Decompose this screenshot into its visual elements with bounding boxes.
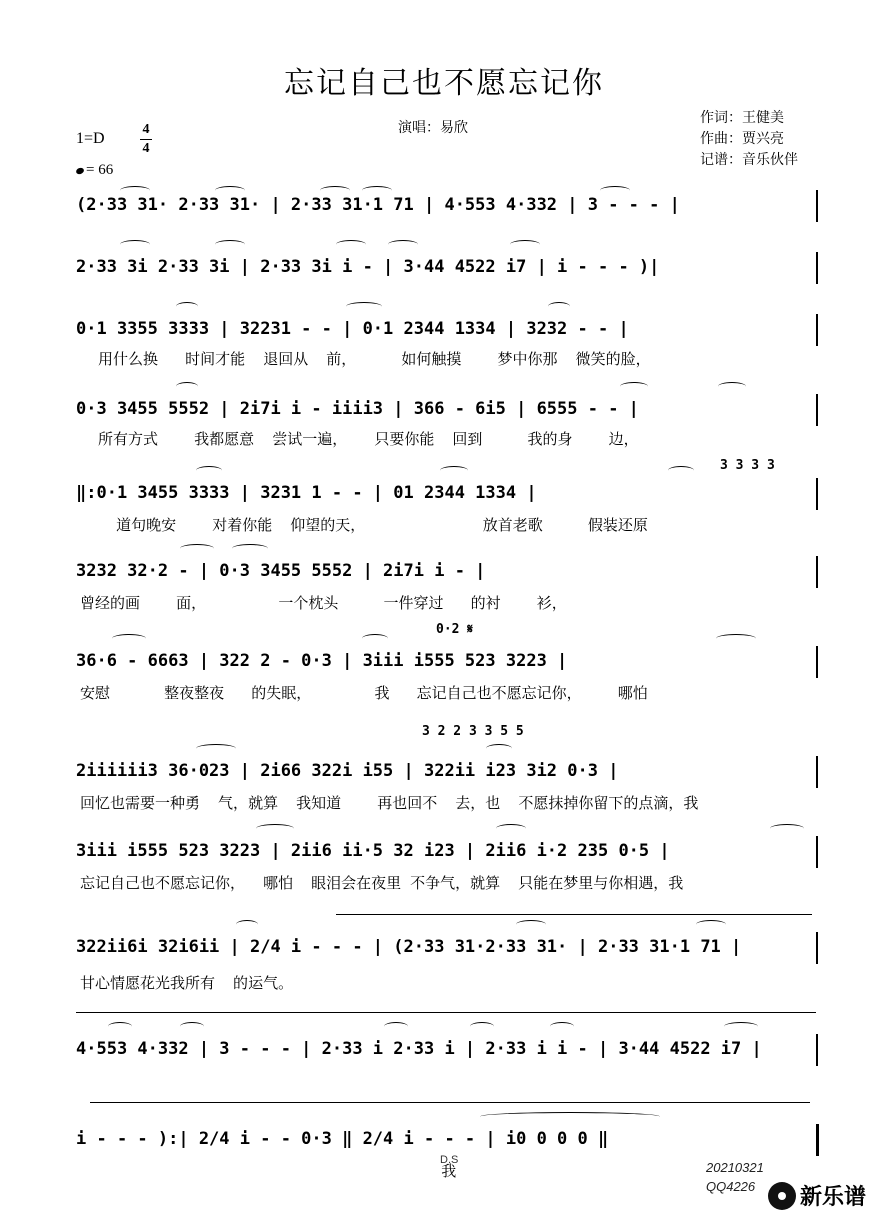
slur <box>480 1112 660 1121</box>
slur <box>770 824 804 833</box>
slur <box>486 744 512 753</box>
notes-line: ‖:0·1 3455 3333 | 3231 1 - - | 01 2344 1334 | <box>76 483 537 503</box>
lyrics-line: 用什么换 时间才能 退回从 前， 如何触摸 梦中你那 微笑的脸， <box>80 350 651 368</box>
slur <box>718 382 746 391</box>
notes-line: 3232 32·2 - | 0·3 3455 5552 | 2i7i i - | <box>76 561 486 581</box>
notes-line: 0·3 3455 5552 | 2i7i i - iiii3 | 366 - 6i5 | 6555 - - | <box>76 399 639 419</box>
notes-line: 2iiiiii3 36·023 | 2i66 322i i55 | 322ii i23 3i2 0·3 | <box>76 761 619 781</box>
notes-line: 0·1 3355 3333 | 32231 - - | 0·1 2344 1334 | 3232 - - | <box>76 319 629 339</box>
final-barline <box>816 556 818 588</box>
slur <box>620 382 648 391</box>
slur <box>256 824 294 833</box>
hrule <box>76 1012 816 1013</box>
notes-line: 3iii i555 523 3223 | 2ii6 ii·5 32 i23 | 2ii6 i·2 235 0·5 | <box>76 841 670 861</box>
qq-text: QQ4226 <box>706 1179 756 1194</box>
slur <box>550 1022 574 1031</box>
slur <box>176 382 198 391</box>
disc-icon <box>768 1182 796 1210</box>
upper-voice: 0·2 𝄋 <box>436 622 473 637</box>
slur <box>232 544 268 553</box>
slur <box>470 1022 494 1031</box>
slur <box>196 466 222 475</box>
time-signature-bottom: 4 <box>142 141 150 156</box>
singer-credit: 演唱：易欣 <box>398 120 468 136</box>
date-stamp <box>706 1158 764 1196</box>
brand-text: 新乐谱 <box>800 1185 867 1210</box>
hrule <box>336 914 812 915</box>
final-barline <box>816 478 818 510</box>
lyrics-line: 安慰 整夜整夜 的失眠， 我 忘记自己也不愿忘记你， 哪怕 <box>80 684 648 702</box>
lyrics-line: 曾经的画 面， 一个枕头 一件穿过 的衬 衫， <box>80 594 567 612</box>
credits-block <box>700 108 798 171</box>
slur <box>236 920 258 929</box>
time-signature <box>140 122 152 157</box>
slur <box>362 634 388 643</box>
lyrics-line: 甘心情愿花光我所有 的运气。 <box>80 974 294 992</box>
slur <box>196 744 236 753</box>
slur <box>510 240 540 249</box>
slur <box>696 920 726 929</box>
notes-line: (2·33 31· 2·33 31· | 2·33 31·1 71 | 4·553 4·332 | 3 - - - | <box>76 195 680 215</box>
quarter-note-icon <box>75 166 85 174</box>
lyrics-line: 道句晚安 对着你能 仰望的天， 放首老歌 假装还原 <box>80 516 648 534</box>
hrule <box>90 1102 810 1103</box>
brand-logo <box>768 1180 866 1211</box>
notes-line: 36·6 - 6663 | 322 2 - 0·3 | 3iii i555 523 3223 | <box>76 651 568 671</box>
final-barline <box>816 190 818 222</box>
final-barline <box>816 646 818 678</box>
slur <box>716 634 756 643</box>
lyrics-line: 我 <box>80 1162 457 1180</box>
lyricist-credit: 作词：王健美 <box>700 110 784 126</box>
slur <box>384 1022 408 1031</box>
lyrics-line: 忘记自己也不愿忘记你， 哪怕 眼泪会在夜里 不争气，就算 只能在梦里与你相遇，我 <box>80 874 684 892</box>
ds-marking: D.S <box>440 1154 459 1166</box>
slur <box>388 240 418 249</box>
page-title: 忘记自己也不愿忘记你 <box>284 66 604 101</box>
final-barline <box>816 1034 818 1066</box>
slur <box>215 240 245 249</box>
slur <box>120 240 150 249</box>
final-barline <box>816 314 818 346</box>
lyrics-line: 所有方式 我都愿意 尝试一遍， 只要你能 回到 我的身 边， <box>80 430 639 448</box>
slur <box>516 920 546 929</box>
slur <box>346 302 382 311</box>
notes-line: 4·553 4·332 | 3 - - - | 2·33 i 2·33 i | 2·33 i i - | 3·44 4522 i7 | <box>76 1039 762 1059</box>
key-signature: 1=D <box>76 130 105 147</box>
tempo-marking <box>76 160 113 181</box>
slur <box>176 302 198 311</box>
lyrics-line: 回忆也需要一种勇 气，就算 我知道 再也回不 去，也 不愿抹掉你留下的点滴，我 <box>80 794 699 812</box>
slur <box>112 634 146 643</box>
final-barline <box>816 252 818 284</box>
final-barline <box>816 932 818 964</box>
slur <box>496 824 526 833</box>
time-signature-top: 4 <box>142 122 150 137</box>
slur <box>108 1022 132 1031</box>
slur <box>180 544 214 553</box>
notes-line: 322ii6i 32i6ii | 2/4 i - - - | (2·33 31·2·33 31· | 2·33 31·1 71 | <box>76 937 742 957</box>
slur <box>668 466 694 475</box>
date-text: 20210321 <box>706 1160 764 1175</box>
upper-voice: 3 3 3 3 <box>720 458 775 473</box>
composer-credit: 作曲：贾兴亮 <box>700 131 784 147</box>
slur <box>548 302 570 311</box>
slur <box>180 1022 204 1031</box>
slur <box>440 466 468 475</box>
final-barline <box>816 836 818 868</box>
notes-line: 2·33 3i 2·33 3i | 2·33 3i i - | 3·44 4522 i7 | i - - - )| <box>76 257 660 277</box>
slur <box>724 1022 758 1031</box>
time-signature-line <box>140 139 152 140</box>
slur <box>336 240 366 249</box>
transcriber-credit: 记谱：音乐伙伴 <box>700 152 798 168</box>
tempo-value: = 66 <box>86 162 114 178</box>
final-barline <box>816 1124 819 1156</box>
final-barline <box>816 394 818 426</box>
notes-line: i - - - ):| 2/4 i - - 0·3 ‖ 2/4 i - - - | i0 0 0 0 ‖ <box>76 1129 609 1149</box>
upper-voice: 3 2 2 3 3 5 5 <box>422 724 524 739</box>
final-barline <box>816 756 818 788</box>
